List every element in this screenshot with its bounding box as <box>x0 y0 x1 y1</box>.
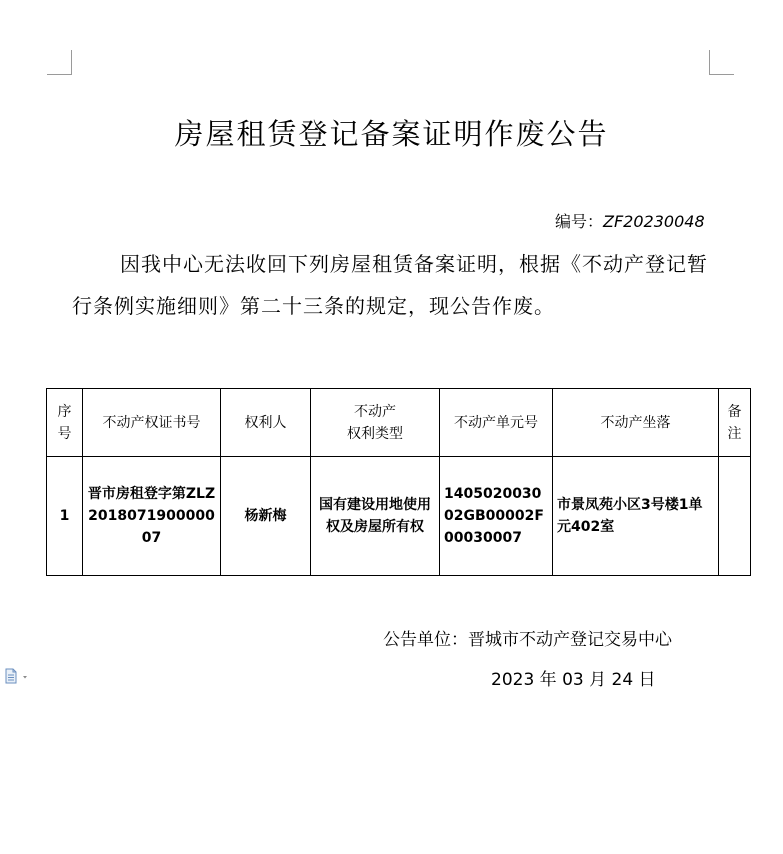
header-cert-no: 不动产权证书号 <box>83 389 221 457</box>
announcement-body: 因我中心无法收回下列房屋租赁备案证明，根据《不动产登记暂行条例实施细则》第二十三条的规定，现公告作废。 <box>72 252 708 318</box>
announcing-unit <box>383 625 672 650</box>
document-number-label: 编号： <box>555 212 604 231</box>
document-number-value: ZF20230048 <box>603 212 705 231</box>
announcement-date: 2023 年 03 月 24 日 <box>491 670 656 690</box>
voided-certificate-table <box>46 388 751 576</box>
cell-unit-no: 140502003002GB00002F00030007 <box>440 457 553 576</box>
cell-right-type: 国有建设用地使用权及房屋所有权 <box>311 457 440 576</box>
document-number <box>555 209 705 232</box>
page-title: 房屋租赁登记备案证明作废公告 <box>174 117 609 151</box>
header-right-type: 不动产 权利类型 <box>311 389 440 457</box>
cell-seq: 1 <box>47 457 83 576</box>
page-corner-mark-top-left <box>47 50 72 75</box>
page-corner-mark-top-right <box>709 50 734 75</box>
announcing-unit-name: 晋城市不动产登记交易中心 <box>468 630 672 650</box>
table-header-row <box>47 389 751 457</box>
document-options-icon[interactable] <box>4 668 30 684</box>
cell-cert-no: 晋市房租登字第ZLZ201807190000007 <box>83 457 221 576</box>
header-seq: 序 号 <box>47 389 83 457</box>
header-owner: 权利人 <box>221 389 311 457</box>
cell-owner: 杨新梅 <box>221 457 311 576</box>
table-row <box>47 457 751 576</box>
announcing-unit-label: 公告单位： <box>383 630 468 650</box>
header-unit-no: 不动产单元号 <box>440 389 553 457</box>
cell-remark <box>719 457 751 576</box>
header-location: 不动产坐落 <box>553 389 719 457</box>
cell-location: 市景凤苑小区3号楼1单元402室 <box>553 457 719 576</box>
header-remark: 备 注 <box>719 389 751 457</box>
